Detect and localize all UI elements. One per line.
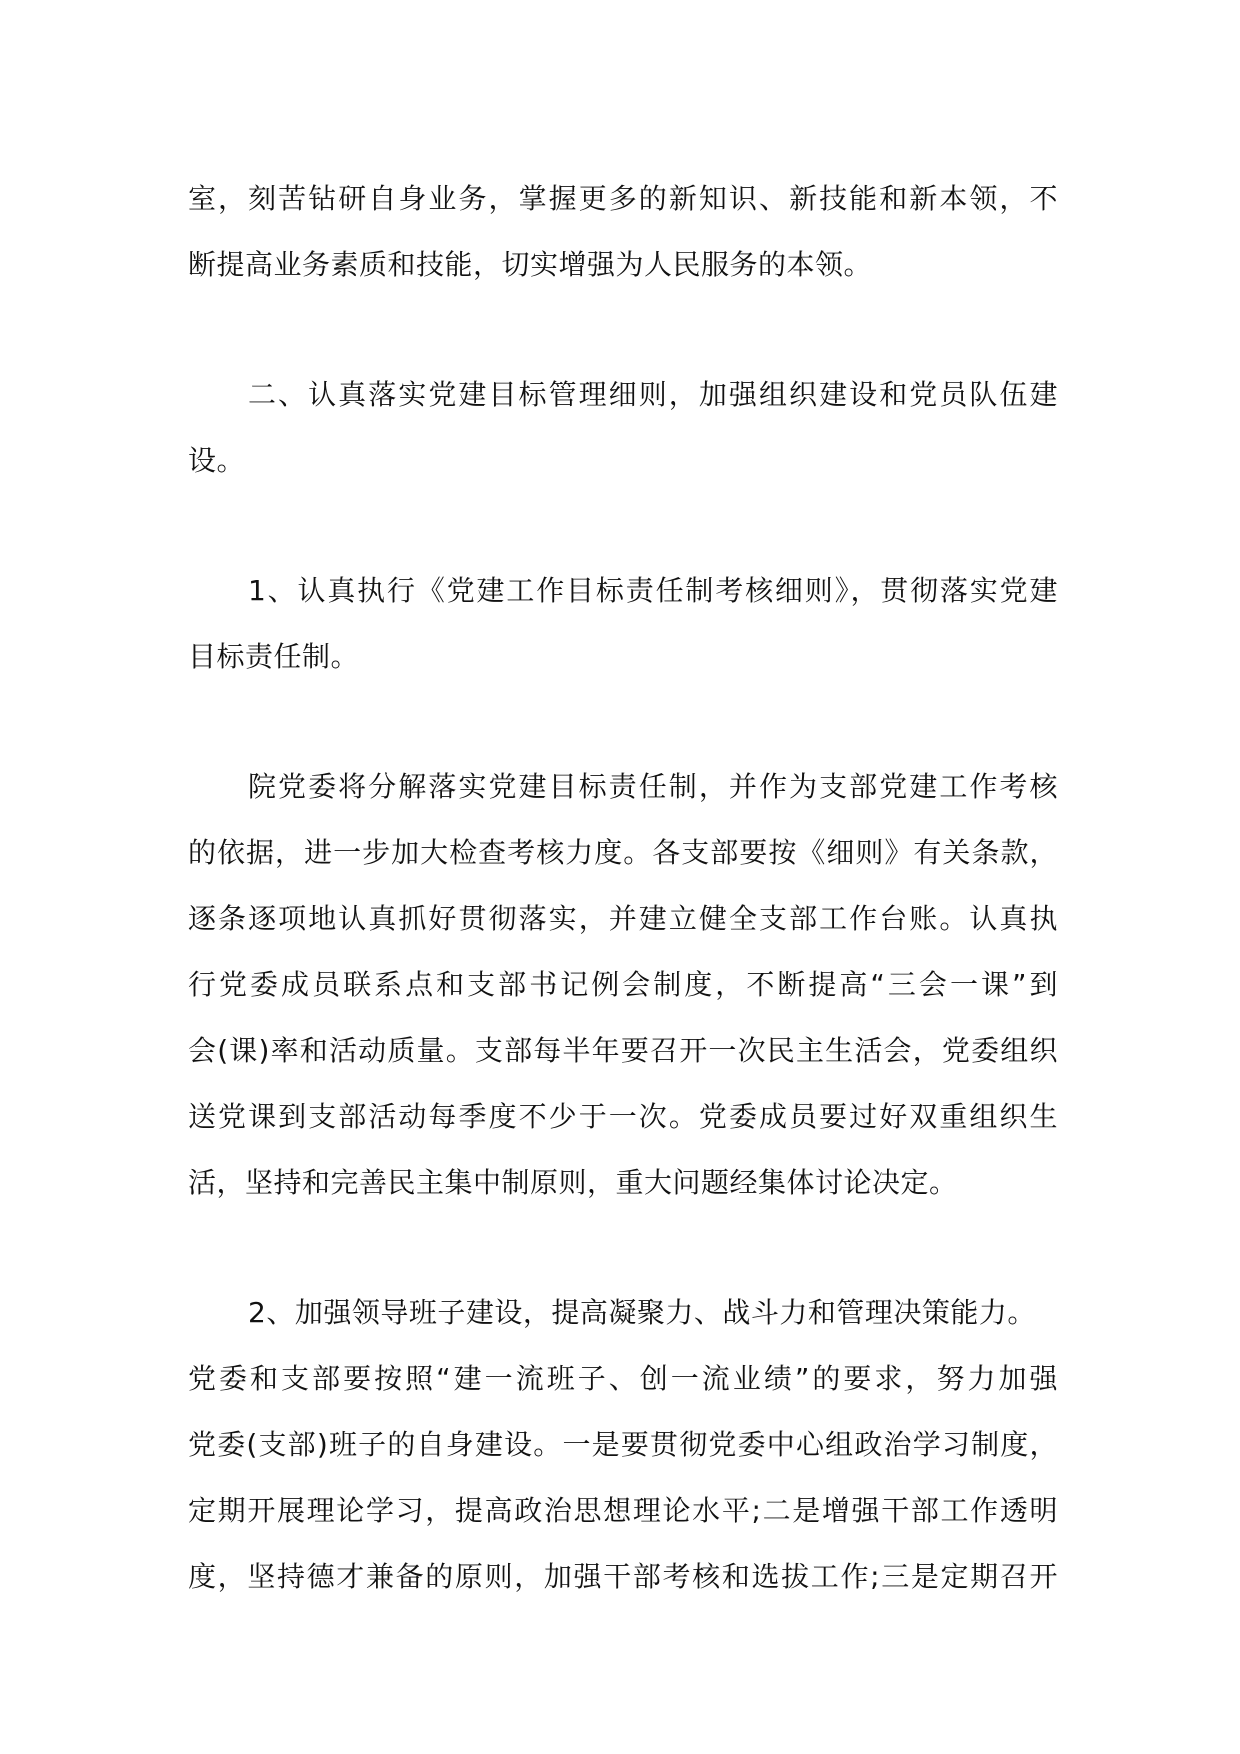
text-line: 定期开展理论学习，提高政治思想理论水平;二是增强干部工作透明 bbox=[188, 1494, 1058, 1527]
text-line: 党委(支部)班子的自身建设。一是要贯彻党委中心组政治学习制度， bbox=[188, 1428, 1058, 1461]
subsection-leadership bbox=[188, 1280, 1058, 1610]
paragraph-gap bbox=[188, 1216, 1058, 1280]
text-line: 逐条逐项地认真抓好贯彻落实，并建立健全支部工作台账。认真执 bbox=[188, 902, 1058, 935]
text-line: 党委和支部要按照“建一流班子、创一流业绩”的要求，努力加强 bbox=[188, 1362, 1058, 1395]
text-line: 会(课)率和活动质量。支部每半年要召开一次民主生活会，党委组织 bbox=[188, 1034, 1058, 1067]
text-line: 断提高业务素质和技能，切实增强为人民服务的本领。 bbox=[188, 248, 873, 281]
text-line: 室，刻苦钻研自身业务，掌握更多的新知识、新技能和新本领，不 bbox=[188, 182, 1058, 215]
text-line: 行党委成员联系点和支部书记例会制度，不断提高“三会一课”到 bbox=[188, 968, 1058, 1001]
text-line: 目标责任制。 bbox=[188, 640, 360, 673]
paragraph-party-committee bbox=[188, 754, 1058, 1216]
document-body bbox=[188, 166, 1058, 1610]
text-line: 的依据，进一步加大检查考核力度。各支部要按《细则》有关条款， bbox=[188, 836, 1058, 869]
text-line: 设。 bbox=[188, 444, 246, 477]
section-heading-2 bbox=[188, 362, 1058, 494]
paragraph-gap bbox=[188, 690, 1058, 754]
paragraph-gap bbox=[188, 298, 1058, 362]
subsection-heading-1 bbox=[188, 558, 1058, 690]
text-line: 院党委将分解落实党建目标责任制，并作为支部党建工作考核 bbox=[248, 770, 1058, 803]
paragraph-gap bbox=[188, 494, 1058, 558]
text-line: 2、加强领导班子建设，提高凝聚力、战斗力和管理决策能力。 bbox=[248, 1296, 1036, 1329]
text-line: 送党课到支部活动每季度不少于一次。党委成员要过好双重组织生 bbox=[188, 1100, 1058, 1133]
paragraph-continuation bbox=[188, 166, 1058, 298]
text-line: 1、认真执行《党建工作目标责任制考核细则》，贯彻落实党建 bbox=[248, 574, 1058, 607]
text-line: 度，坚持德才兼备的原则，加强干部考核和选拔工作;三是定期召开 bbox=[188, 1560, 1058, 1593]
text-line: 二、认真落实党建目标管理细则，加强组织建设和党员队伍建 bbox=[248, 378, 1058, 411]
text-line: 活，坚持和完善民主集中制原则，重大问题经集体讨论决定。 bbox=[188, 1166, 958, 1199]
